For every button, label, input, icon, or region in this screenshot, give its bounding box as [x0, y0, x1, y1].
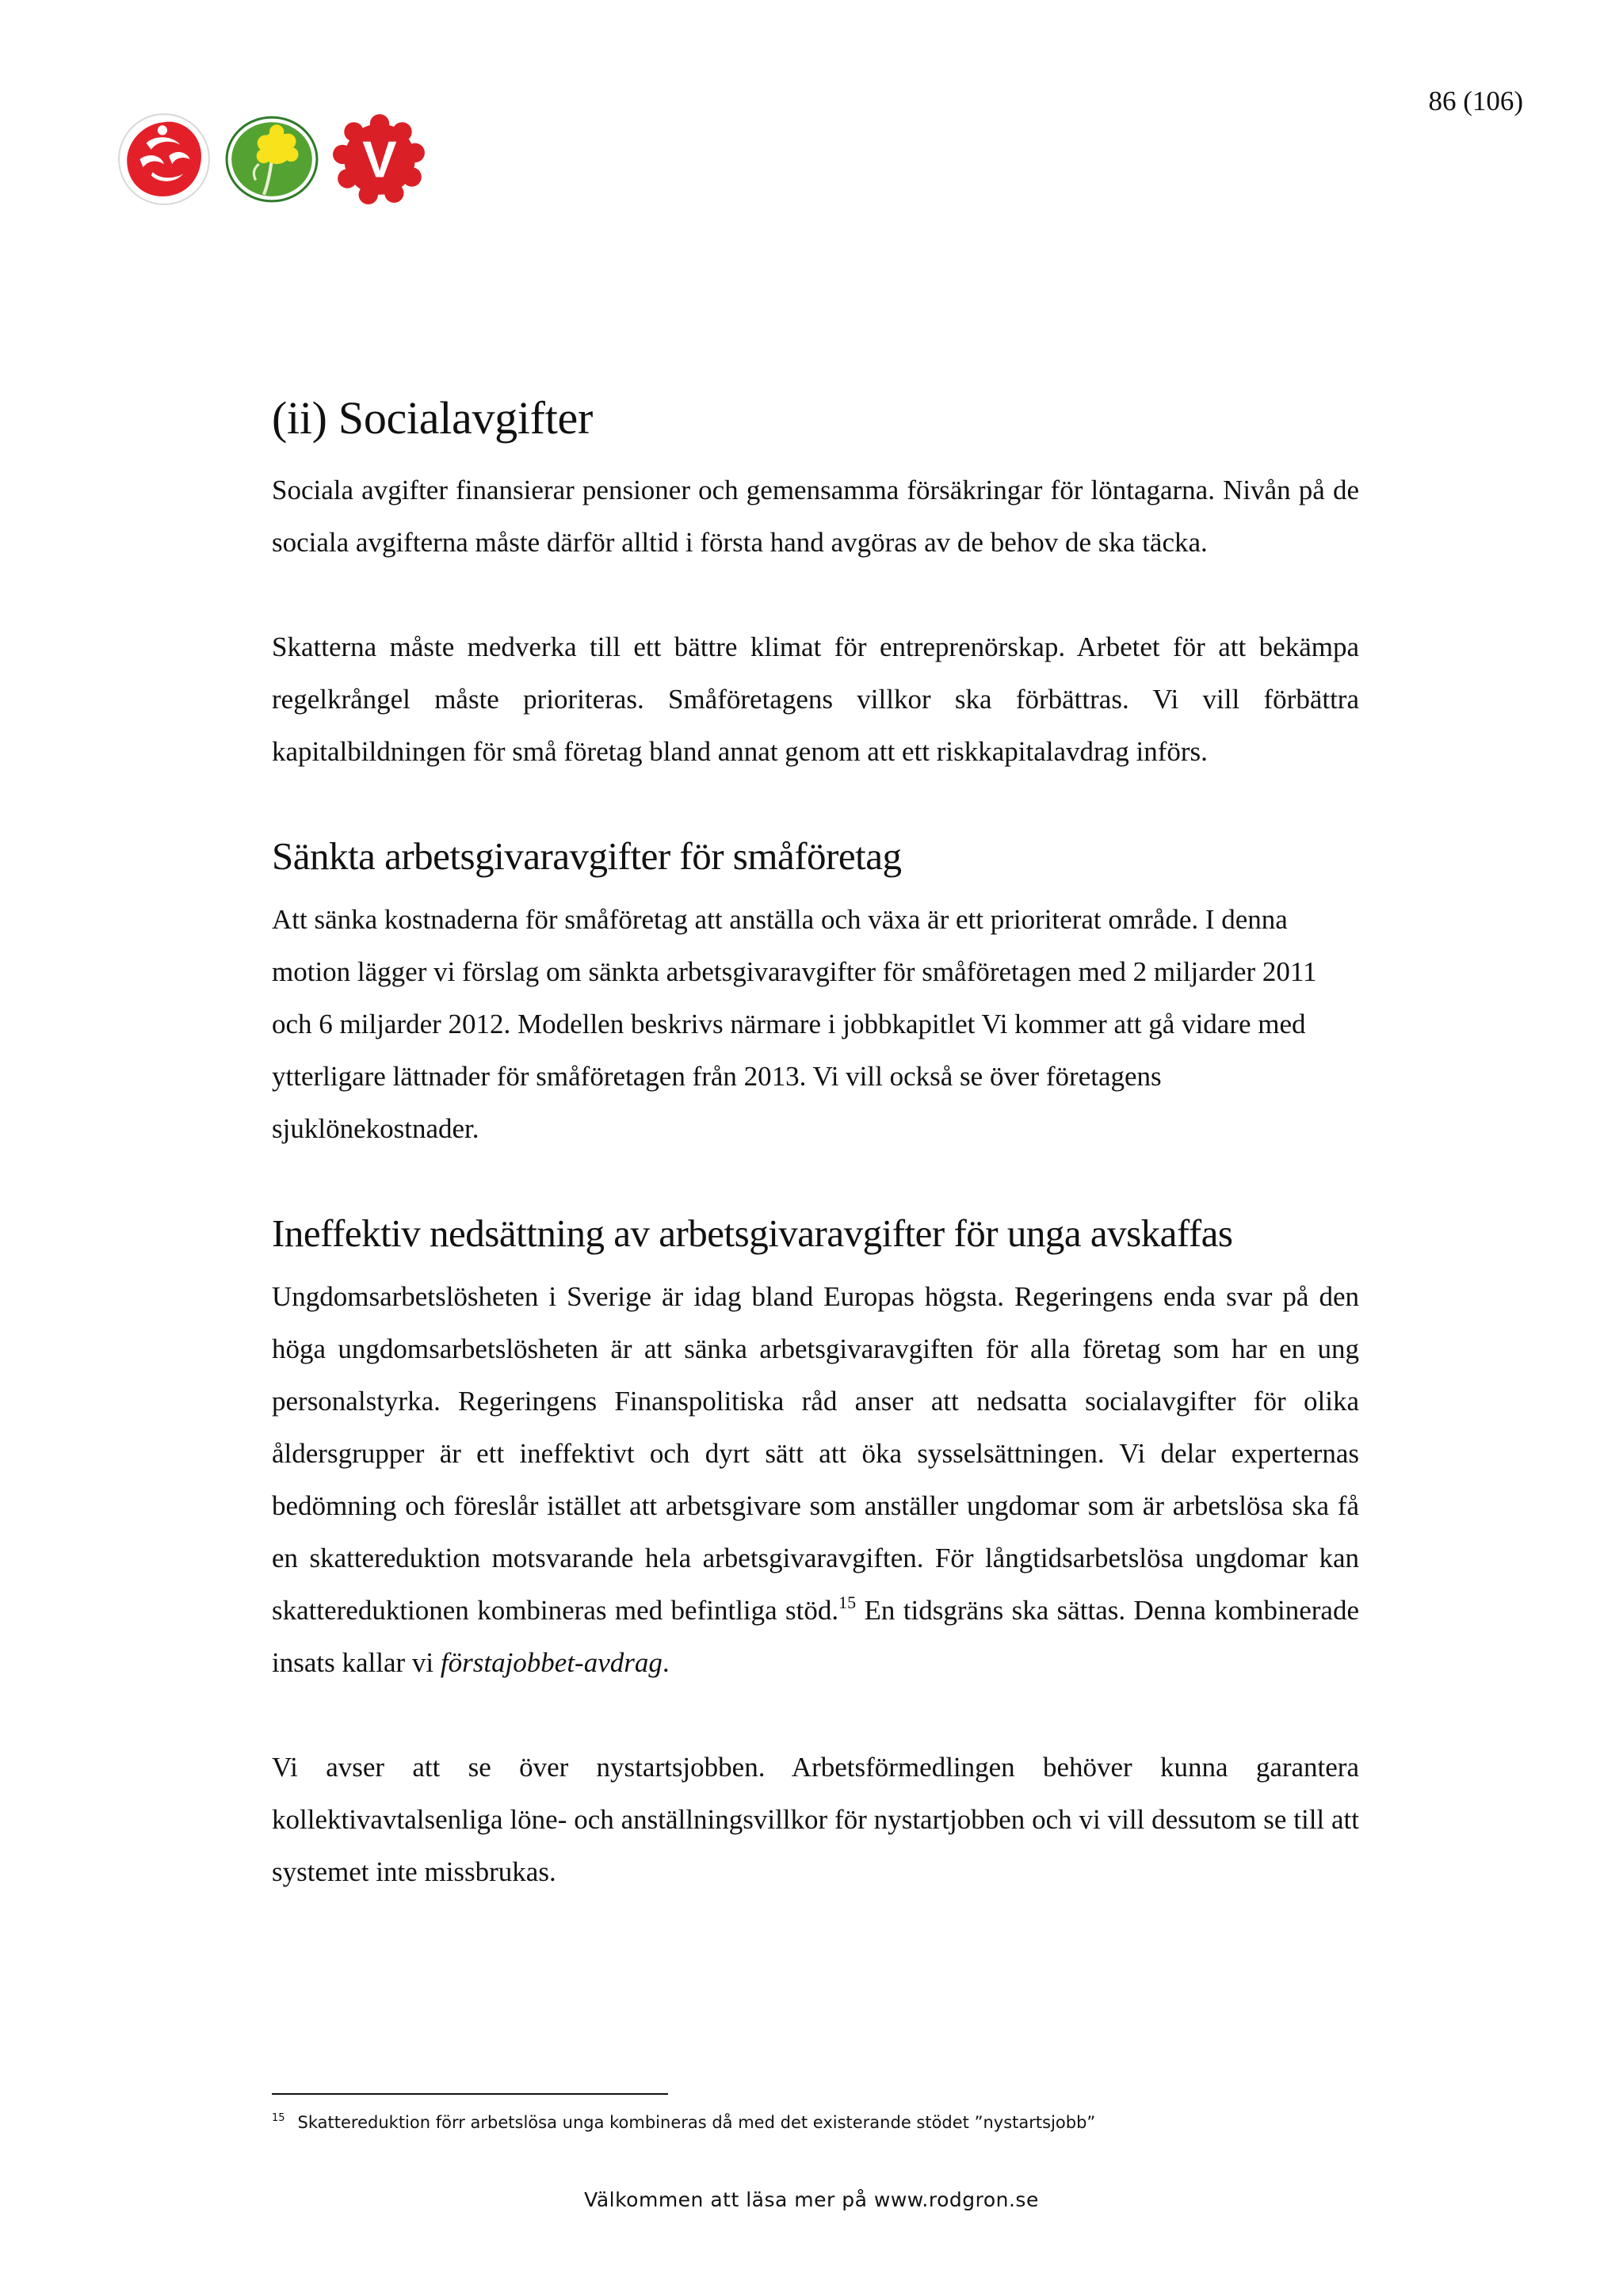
paragraph: Att sänka kostnaderna för småföretag att anställa och växa är ett prioriterat område. I denna motion lägger vi förslag om sänkta arbetsgivaravgifter för småföretagen med 2 miljarder 2011 och 6 miljarder 2012. Modellen beskrivs närmare i jobbkapitlet Vi kommer att gå vidare med ytterligare lättnader för småföretagen från 2013. Vi vill också se över företagens sjuklönekostnader. — [272, 904, 1317, 1144]
green-party-dandelion-logo — [223, 111, 320, 208]
v-letter: V — [362, 130, 397, 189]
party-logos — [116, 111, 428, 208]
social-democrats-rose-logo — [116, 111, 212, 208]
section-heading-smaforetag: Sänkta arbetsgivaravgifter för småföretag — [272, 834, 902, 878]
paragraph-with-footnote — [272, 1271, 1359, 1689]
emphasis-term: förstajobbet-avdrag — [440, 1647, 663, 1678]
section-title-socialavgifter: (ii) Socialavgifter — [272, 392, 593, 444]
footnote-divider — [272, 2093, 668, 2095]
left-party-v-logo — [331, 111, 428, 208]
page-footer: Välkommen att läsa mer på www.rodgron.se — [584, 2188, 1039, 2211]
section-heading-unga: Ineffektiv nedsättning av arbetsgivaravgifter för unga avskaffas — [272, 1211, 1233, 1255]
footnote-reference[interactable]: 15 — [838, 1592, 857, 1612]
paragraph: Skatterna måste medverka till ett bättre klimat för entreprenörskap. Arbetet för att bekämpa regelkrångel måste prioriteras. Småföretagens villkor ska förbättras. Vi vill förbättra kapitalbildningen för små företag bland annat genom att ett riskkapitalavdrag införs. — [272, 631, 1359, 767]
footnote-text: Skattereduktion förr arbetslösa unga kombineras då med det existerande stödet ”nystartsjobb” — [297, 2113, 1096, 2132]
paragraph-text: En tidsgräns ska sättas. Denna kombinerade insats kallar vi — [272, 1595, 1359, 1678]
footnote-number: 15 — [272, 2112, 285, 2124]
paragraph-text: Ungdomsarbetslösheten i Sverige är idag bland Europas högsta. Regeringens enda svar på den höga ungdomsarbetslösheten är att sänka arbetsgivaravgiften för alla företag som har en ung personalstyrka. Regeringens Finanspolitiska råd anser att nedsatta socialavgifter för olika åldersgrupper är ett ineffektivt och dyrt sätt att öka sysselsättningen. Vi delar experternas bedömning och föreslår istället att arbetsgivare som anställer ungdomar som är arbetslösa ska få en skattereduktion motsvarande hela arbetsgivaravgiften. För långtidsarbetslösa ungdomar kan skattereduktionen kombineras med befintliga stöd. — [272, 1281, 1359, 1626]
paragraph: Sociala avgifter finansierar pensioner och gemensamma försäkringar för löntagarna. Nivån på de sociala avgifterna måste därför alltid i första hand avgöras av de behov de ska täcka. — [272, 475, 1359, 558]
page-number: 86 (106) — [1428, 86, 1523, 116]
paragraph: Vi avser att se över nystartsjobben. Arbetsförmedlingen behöver kunna garantera kollektivavtalsenliga löne- och anställningsvillkor för nystartjobben och vi vill dessutom se till att systemet inte missbrukas. — [272, 1752, 1359, 1887]
paragraph-text: . — [662, 1647, 670, 1678]
footnote — [272, 2111, 1381, 2134]
document-body — [272, 388, 1359, 1951]
